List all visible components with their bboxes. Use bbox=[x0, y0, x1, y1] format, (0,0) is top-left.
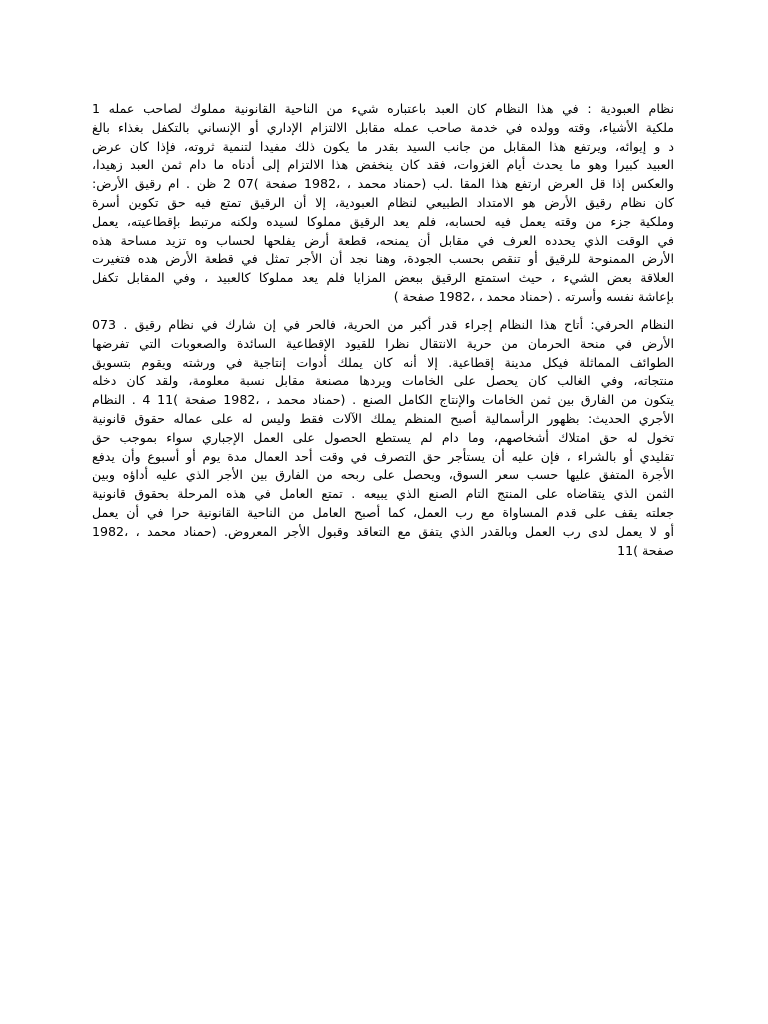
text-line: العبيد كبيرا وهو ما يحدث أيام الغزوات، فقد كان ينخفض هذا الالتزام إلى أدناه ما دام ثمن العبد زهيدا، bbox=[92, 157, 674, 173]
text-line: وملكية جزء من وقته يعمل فيه لحسابه، فلم يعد الرقيق مملوكا لسيده ولكنه مرتبط بإقطاعيته، يعمل bbox=[92, 213, 674, 229]
text-line: العلاقة بعض الشيء ، حيث استمتع الرقيق ببعض المزايا فلم يعد مملوكا كالعبيد ، وفي المقابل تكفل bbox=[92, 270, 674, 286]
text-line: منتجاته، وفي الغالب كان يحصل على الخامات ويردها مصنعة مقابل نسبة معلومة، ولقد كان دخله bbox=[92, 373, 674, 389]
text-line: الأرض في منحة الحرمان من حرية الانتقال نظرا للقيود الإقطاعية السائدة والصعوبات التي تفرضها bbox=[92, 335, 674, 351]
text-line: كان نظام رقيق الأرض هو الامتداد الطبيعي لنظام العبودية، إلا أن الرقيق تمتع فيه حق تكوين أسرة bbox=[92, 194, 674, 210]
text-line: جعلته يقف على قدم المساواة مع رب العمل، كما أصبح العامل من الناحية القانونية حرا في أن يعمل bbox=[92, 504, 674, 520]
text-line: النظام الحرفي: أتاح هذا النظام إجراء قدر أكبر من الحرية، فالحر في إن شارك في نظام رقيق . 073 bbox=[92, 317, 674, 332]
text-line: والعكس إذا قل العرض ارتفع هذا المقا .لب (حمناد محمد ، ،1982 صفحة )07 2 ظن . ام رقيق الأرض: bbox=[92, 176, 674, 192]
text-line: الأرض الممنوحة للرقيق أو تنقص بحسب الجودة، وهنا نجد أن الأجر تمثل في قطعة الأرض هده فتغيرت bbox=[92, 251, 674, 267]
text-line: في الوقت الذي يحدده العرف في مقابل أن يمنحه، قطعة أرض يفلحها لحساب وه تزيد مساحة هذه bbox=[92, 232, 674, 248]
text-line: بإعاشة نفسه وأسرته . (حمناد محمد ، ،1982 صفحة ) bbox=[393, 288, 674, 304]
text-line: تقليدي أو بالشراء ، فإن عليه أن يستأجر حق التصرف في وقت أحد العمال مدة يوم أو أسبوع وأن يدفع bbox=[92, 448, 674, 464]
text-line: د و إيوائه، ويرتفع هذا المقابل من جانب السيد بقدر ما يكون ذلك مفيدا لتنمية ثروته، فإذا كان عرض bbox=[92, 138, 674, 154]
text-line: صفحة )11 bbox=[617, 542, 674, 558]
text-line: نظام العبودية : في هذا النظام كان العبد باعتباره شيء من الناحية القانونية مملوك لصاحب عمله 1 bbox=[92, 101, 674, 116]
text-line: ملكية الأشياء، وقته وولده في خدمة صاحب عمله مقابل الالتزام الإداري أو الإنساني بالتكفل بغذاء بالغ bbox=[92, 119, 674, 135]
text-line: الثمن الذي يتقاضاه على المنتج التام الصنع الذي يبيعه . تمتع العامل في هذه المرحلة بحقوق قانونية bbox=[92, 486, 674, 502]
text-line: الطوائف المماثلة فيكل مدينة إقطاعية. إلا أنه كان يملك أدوات إنتاجية في ورشته ويقوم بتسويق bbox=[92, 354, 674, 370]
text-line: الأجرة المتفق عليها حسب سعر السوق، ويحصل على ربحه من الفارق بين الأجر الذي عليه أداؤه وبين bbox=[92, 467, 674, 483]
text-line: الأجري الحديث: بظهور الرأسمالية أصبح المنظم يملك الآلات فقط وليس له على عماله حقوق قانونية bbox=[92, 410, 674, 426]
paragraph-craft-and-wage-systems bbox=[92, 316, 674, 560]
text-line: أو لا يعمل لدى رب العمل وبالقدر الذي يتفق مع التعاقد وقبول الأجر المعروض. (حمناد محمد ، ،1982 bbox=[92, 523, 674, 539]
text-line: يتكون من الفارق بين ثمن الخامات والإنتاج الكامل الصنع . (حمناد محمد ، ،1982 صفحة )11 4 . النظام bbox=[92, 392, 674, 408]
text-line: تخول له حق امتلاك أشخاصهم، وما دام لم يستطع الحصول على العمل الإجباري سواء بموجب حق bbox=[92, 429, 674, 445]
paragraph-slavery-and-serfdom bbox=[92, 100, 674, 307]
